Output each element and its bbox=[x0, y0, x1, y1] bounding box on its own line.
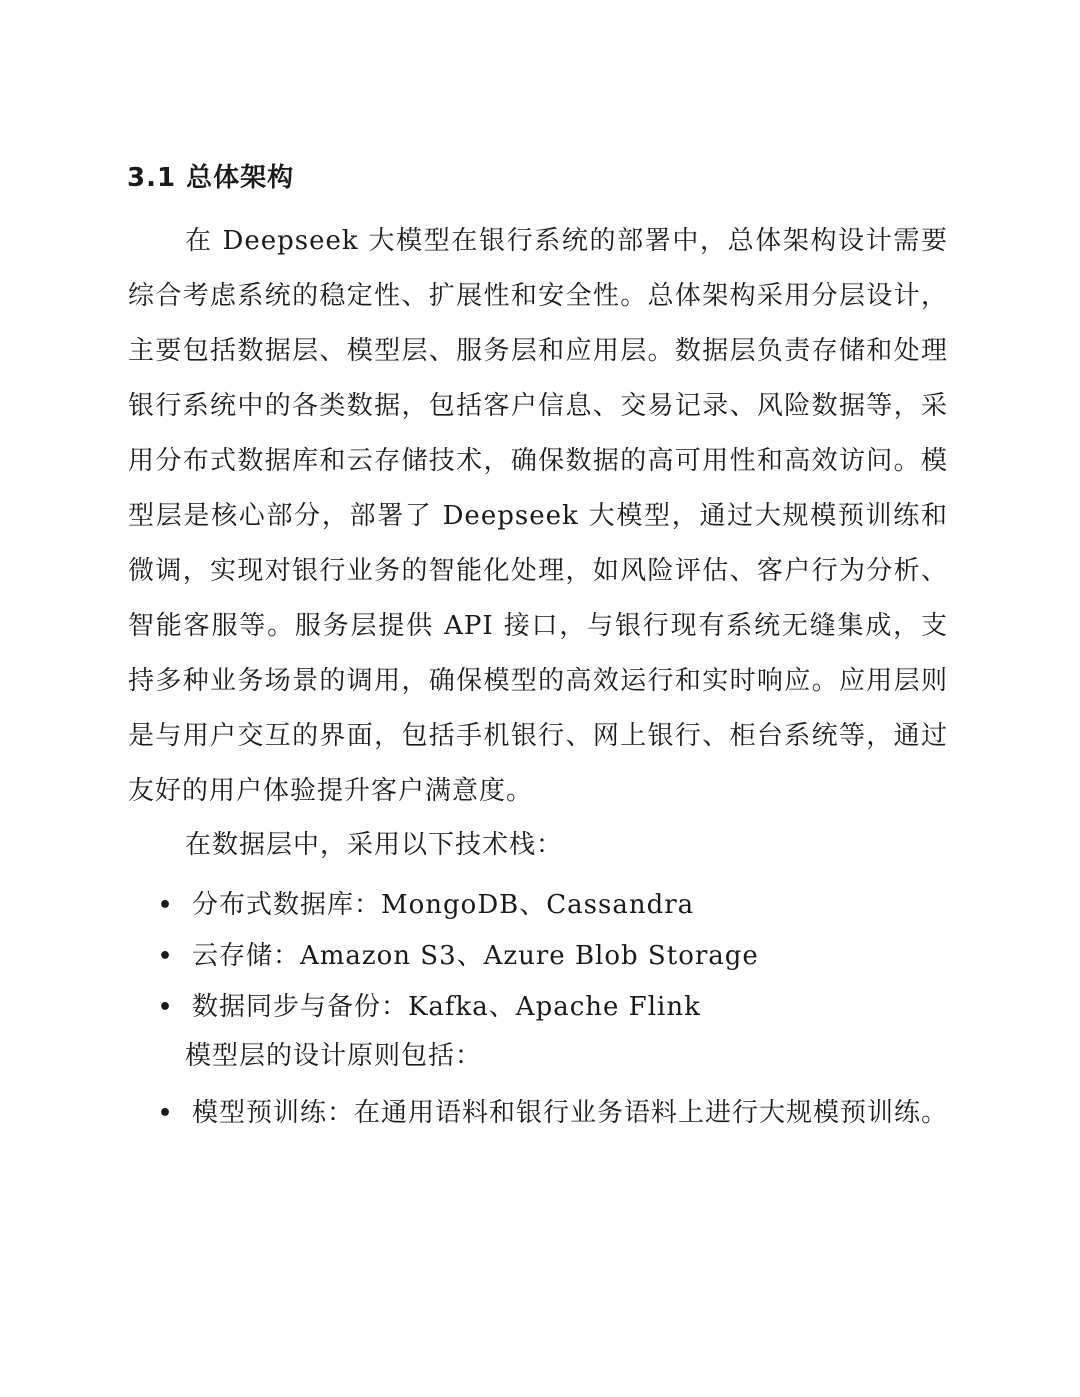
model-layer-intro: 模型层的设计原则包括： bbox=[185, 1041, 483, 1071]
list-item-text: 分布式数据库：MongoDB、Cassandra bbox=[192, 890, 695, 920]
list-item-text: 数据同步与备份：Kafka、Apache Flink bbox=[192, 992, 701, 1022]
list-item-text: 云存储：Amazon S3、Azure Blob Storage bbox=[192, 941, 759, 971]
data-layer-intro: 在数据层中，采用以下技术栈： bbox=[185, 830, 564, 860]
bullet-icon: • bbox=[158, 944, 174, 969]
bullet-icon: • bbox=[158, 893, 174, 918]
architecture-paragraph: 在 Deepseek 大模型在银行系统的部署中，总体架构设计需要综合考虑系统的稳定性、扩展性和安全性。总体架构采用分层设计，主要包括数据层、模型层、服务层和应用层。数据层负责存储和处理银行系统中的各类数据，包括客户信息、交易记录、风险数据等，采用分布式数据库和云存储技术，确保数据的高可用性和高效访问。模型层是核心部分，部署了 Deepseek 大模型，通过大规模预训练和微调，实现对银行业务的智能化处理，如风险评估、客户行为分析、智能客服等。服务层提供 API 接口，与银行现有系统无缝集成，支持多种业务场景的调用，确保模型的高效运行和实时响应。应用层则是与用户交互的界面，包括手机银行、网上银行、柜台系统等，通过友好的用户体验提升客户满意度。 bbox=[128, 226, 948, 806]
list-item bbox=[128, 1086, 948, 1141]
data-layer-stack-list bbox=[128, 880, 948, 1033]
bullet-icon: • bbox=[158, 1101, 174, 1126]
bullet-icon: • bbox=[158, 995, 174, 1020]
list-item bbox=[128, 880, 948, 931]
model-layer-principles-list bbox=[128, 1086, 948, 1141]
list-item bbox=[128, 982, 948, 1033]
list-item-text: 模型预训练：在通用语料和银行业务语料上进行大规模预训练。 bbox=[192, 1098, 949, 1128]
list-item bbox=[128, 931, 948, 982]
section-heading: 3.1 总体架构 bbox=[127, 163, 295, 193]
